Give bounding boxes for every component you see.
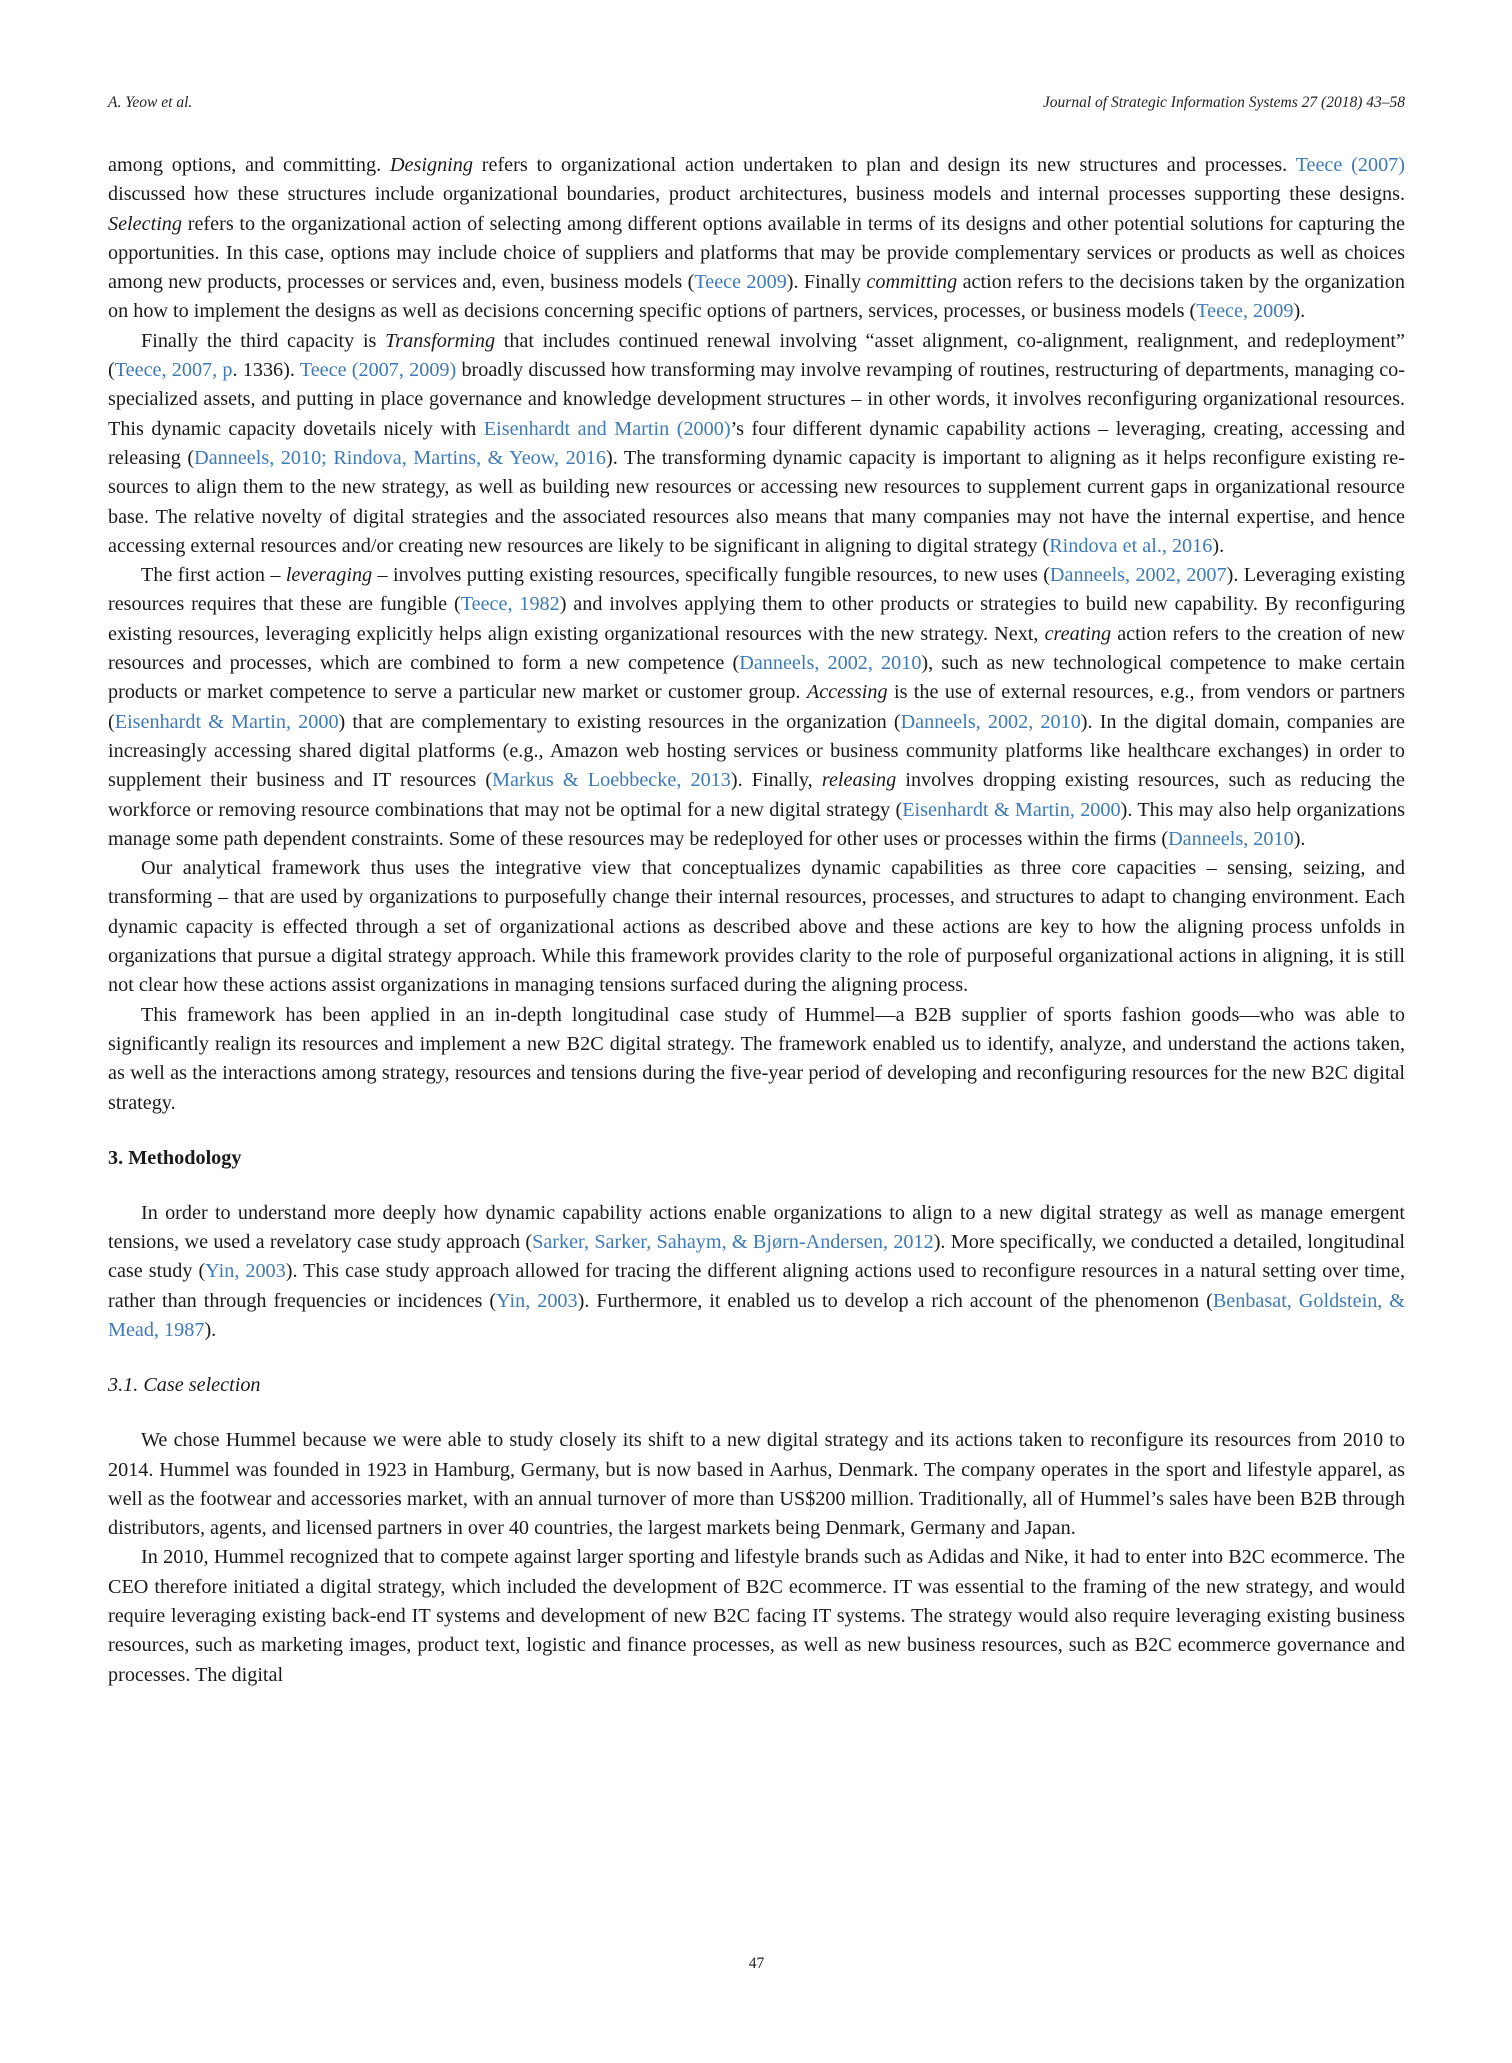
text-run: In order to understand more deeply how dynamic capability actions enable organizations to align to a new digital strategy as well as manage emergent tensions, we used a revelatory case study approach (: [108, 1201, 1405, 1254]
citation-link[interactable]: Danneels, 2002, 2007: [1049, 564, 1227, 587]
text-run: Our analytical framework thus uses the integrative view that conceptualizes dynamic capabilities as three core capacities – sensing, seizing, and transforming – that are used by organizations to purposefully change their internal resources, processes, and structures to adapt to changing environment. Each dynamic capacity is effected through a set of organizational actions as described above and these actions are key to how the aligning process unfolds in organizations that pursue a digital strategy approach. While this framework provides clarity to the role of purposeful organizational actions in aligning, it is still not clear how these actions assist organizations in managing tensions surfaced during the aligning process.: [108, 857, 1405, 997]
text-run: ). In the digital domain, companies are increasingly accessing shared digital platforms (e.g., Amazon web hosting services or business community platforms like healthcare exchanges) in order to supplement their business and IT resources (: [108, 710, 1406, 792]
text-run: . 1336).: [232, 359, 300, 382]
emphasis-term: releasing: [821, 769, 897, 792]
emphasis-term: creating: [1044, 622, 1112, 645]
citation-link[interactable]: Danneels, 2010; Rindova, Martins, & Yeow, 2016: [194, 446, 606, 469]
text-run: The first action –: [141, 564, 286, 587]
paragraph: [108, 1543, 1405, 1689]
emphasis-term: leveraging: [285, 564, 373, 587]
text-run: – involves putting existing resources, specifically fungible resources, to new uses (: [372, 564, 1050, 587]
citation-link[interactable]: Yin, 2003: [496, 1289, 578, 1312]
citation-link[interactable]: Eisenhardt & Martin, 2000: [114, 710, 339, 733]
paragraph: [108, 151, 1405, 327]
text-run: ). The transforming dynamic capacity is important to aligning as it helps reconfigure existing resources to align them to the new strategy, as well as building new resources or accessing new resources to supplement current gaps in organizational resource base. The relative novelty of digital strategies and the associated resources also means that many companies may not have the internal expertise, and hence accessing external resources and/or creating new resources are likely to be significant in aligning to digital strategy (: [108, 446, 1406, 557]
text-run: We chose Hummel because we were able to study closely its shift to a new digital strategy and its actions taken to reconfigure its resources from 2010 to 2014. Hummel was founded in 1923 in Hamburg, Germany, but is now based in Aarhus, Denmark. The company operates in the sport and lifestyle apparel, as well as the footwear and accessories market, with an annual turnover of more than US$200 million. Traditionally, all of Hummel’s sales have been B2B through distributors, agents, and licensed partners in over 40 countries, the largest markets being Denmark, Germany and Japan.: [108, 1429, 1405, 1540]
text-run: action refers to the decisions taken by the organization on how to implement the designs as well as decisions concerning specific options of partners, services, processes, or business models (: [108, 271, 1405, 323]
text-run: ).: [1293, 300, 1306, 323]
paragraph: [108, 1199, 1405, 1345]
running-header: [108, 94, 1405, 118]
subsection-heading-case-selection: 3.1. Case selection: [108, 1374, 261, 1397]
citation-link[interactable]: Teece, 2007, p: [114, 359, 233, 382]
section-heading-methodology: 3. Methodology: [108, 1146, 242, 1169]
emphasis-term: Transforming: [385, 329, 496, 352]
text-run: refers to the organizational action of selecting among different options available in terms of its designs and other potential solutions for capturing the opportunities. In this case, options may include choice of suppliers and platforms that may be provide complementary services or products as well as choices among new products, processes or services and, even, business models (: [108, 212, 1405, 294]
citation-link[interactable]: Danneels, 2002, 2010: [900, 710, 1081, 733]
text-run: ) and involves applying them to other products or strategies to build new capability. By reconfiguring existing resources, leveraging explicitly helps align existing organizational resources with the new strategy. Next,: [108, 593, 1406, 645]
article-body: [108, 151, 1405, 1690]
text-run: ), such as new technological competence to make certain products or market competence to serve a particular new market or customer group.: [108, 652, 1405, 704]
emphasis-term: committing: [866, 271, 958, 294]
page-number: 47: [748, 1955, 765, 1972]
text-run: involves dropping existing resources, such as reducing the workforce or removing resource combinations that may not be optimal for a new digital strategy (: [108, 769, 1405, 821]
paragraph: [108, 327, 1405, 561]
citation-link[interactable]: Teece (2007, 2009): [299, 359, 457, 382]
text-run: ). This case study approach allowed for tracing the different aligning actions used to reconfigure resources in a natural setting over time, rather than through frequencies or incidences (: [108, 1260, 1405, 1312]
text-run: action refers to the creation of new resources and processes, which are combined to form a new competence (: [108, 622, 1405, 675]
text-run: refers to organizational action undertaken to plan and design its new structures and processes.: [472, 154, 1296, 176]
header-journal: Journal of Strategic Information Systems 27 (2018) 43–58: [1042, 94, 1405, 111]
text-run: ).: [1212, 534, 1225, 557]
citation-link[interactable]: Danneels, 2002, 2010: [739, 652, 922, 675]
text-run: ). Finally: [786, 271, 867, 294]
citation-link[interactable]: Teece, 2009: [1196, 300, 1294, 323]
text-run: ’s four different dynamic capability actions – leveraging, creating, accessing and releasing (: [108, 417, 1406, 469]
citation-link[interactable]: Benbasat, Goldstein, & Mead, 1987: [108, 1289, 1406, 1341]
text-run: ) that are complementary to existing resources in the organization (: [338, 710, 901, 733]
text-run: ). Finally,: [730, 769, 822, 792]
text-run: ).: [204, 1318, 217, 1341]
citation-link[interactable]: Danneels, 2010: [1168, 827, 1294, 850]
emphasis-term: Designing: [389, 154, 473, 176]
text-run: In 2010, Hummel recognized that to compete against larger sporting and lifestyle brands such as Adidas and Nike, it had to enter into B2C ecommerce. The CEO therefore initiated a digital strategy, which included the development of B2C ecommerce. IT was essential to the framing of the new strategy, and would require leveraging existing back-end IT systems and development of new B2C facing IT systems. The strategy would also require leveraging existing business resources, such as marketing images, product text, logistic and finance processes, as well as new business resources, such as B2C ecommerce governance and processes. The digital: [108, 1546, 1405, 1686]
text-run: ). Leveraging existing resources requires that these are fungible (: [108, 564, 1405, 616]
citation-link[interactable]: Markus & Loebbecke, 2013: [492, 769, 731, 792]
text-run: is the use of external resources, e.g., from vendors or partners (: [108, 681, 1406, 733]
text-run: Finally the third capacity is: [141, 329, 386, 352]
paragraph: [108, 1426, 1405, 1543]
text-run: among options, and committing.: [108, 154, 390, 176]
article-page: [108, 0, 1405, 2063]
header-authors: A. Yeow et al.: [108, 94, 193, 111]
citation-link[interactable]: Sarker, Sarker, Sahaym, & Bjørn-Andersen, 2012: [532, 1231, 934, 1254]
text-run: ). Furthermore, it enabled us to develop a rich account of the phenomenon (: [577, 1289, 1213, 1312]
paragraph: [108, 854, 1405, 1000]
paragraph: [108, 1001, 1405, 1118]
text-run: ). This may also help organizations manage some path dependent constraints. Some of these resources may be redeployed for other uses or processes within the firms (: [108, 798, 1405, 850]
text-run: ).: [1293, 827, 1306, 850]
text-run: broadly discussed how transforming may involve revamping of routines, restructuring of departments, managing co-specialized assets, and putting in place governance and knowledge development structures – in other words, it involves reconfiguring organizational resources. This dynamic capacity dovetails nicely with: [108, 359, 1406, 440]
text-run: discussed how these structures include organizational boundaries, product architectures, business models and internal processes supporting these designs.: [108, 183, 1405, 206]
emphasis-term: Selecting: [108, 212, 182, 235]
text-run: that includes continued renewal involving “asset alignment, co-alignment, realignment, and redeployment” (: [108, 329, 1405, 382]
text-run: ). More specifically, we conducted a detailed, longitudinal case study (: [108, 1231, 1406, 1283]
citation-link[interactable]: Rindova et al., 2016: [1049, 534, 1213, 557]
emphasis-term: Accessing: [806, 681, 888, 704]
citation-link[interactable]: Teece 2009: [694, 271, 787, 294]
citation-link[interactable]: Teece (2007): [1295, 154, 1405, 176]
citation-link[interactable]: Eisenhardt & Martin, 2000: [902, 798, 1121, 821]
text-run: This framework has been applied in an in-depth longitudinal case study of Hummel—a B2B supplier of sports fashion goods—who was able to significantly realign its resources and implement a new B2C digital strategy. The framework enabled us to identify, analyze, and understand the actions taken, as well as the interactions among strategy, resources and tensions during the five-year period of developing and reconfiguring resources for the new B2C digital strategy.: [108, 1003, 1405, 1114]
citation-link[interactable]: Teece, 1982: [460, 593, 560, 616]
paragraph: [108, 561, 1405, 854]
citation-link[interactable]: Yin, 2003: [205, 1260, 286, 1283]
citation-link[interactable]: Eisenhardt and Martin (2000): [483, 417, 731, 440]
